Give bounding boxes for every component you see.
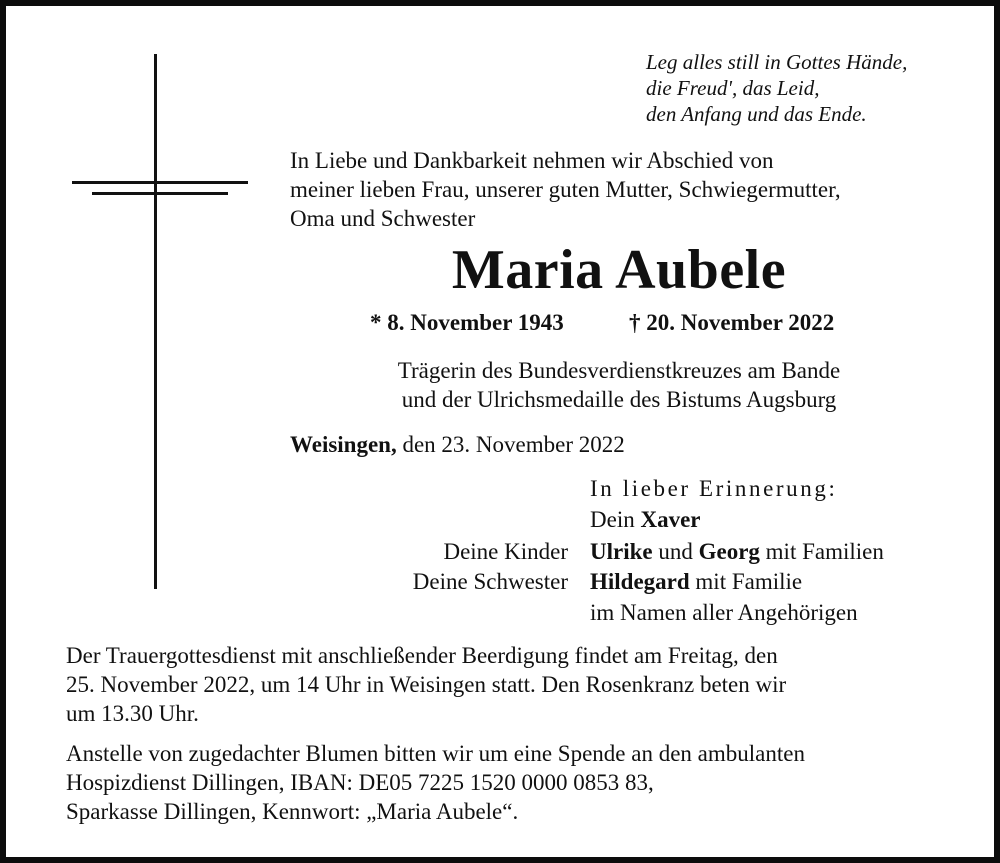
place-name: Weisingen,	[290, 432, 397, 457]
honors-line: Trägerin des Bundesverdienstkreuzes am Bande	[397, 358, 841, 383]
intro-line: meiner lieben Frau, unserer guten Mutter, Schwiegermutter,	[290, 177, 841, 202]
honors-line: und der Ulrichsmedaille des Bistums Augsburg	[401, 387, 837, 412]
mourner-husband	[590, 505, 701, 534]
death-date: † 20. November 2022	[629, 310, 835, 335]
cross-horizontal-bar-lower	[92, 192, 228, 195]
intro-line: Oma und Schwester	[290, 206, 476, 231]
intro-text	[290, 146, 841, 233]
funeral-line: um 13.30 Uhr.	[66, 701, 199, 726]
funeral-info	[66, 641, 946, 728]
sister-label: Deine Schwester	[412, 569, 568, 594]
funeral-line: 25. November 2022, um 14 Uhr in Weisingen statt. Den Rosenkranz beten wir	[66, 672, 787, 697]
mourner-sister	[590, 567, 802, 596]
honors-text	[346, 356, 892, 414]
notice-date: den 23. November 2022	[396, 432, 625, 457]
husband-name: Xaver	[640, 507, 701, 532]
mourners-heading: In lieber Erinnerung:	[590, 476, 838, 501]
motto-line: die Freud', das Leid,	[646, 76, 820, 100]
footer-notes	[66, 641, 946, 837]
birth-date: * 8. November 1943	[370, 310, 564, 335]
motto-line: Leg alles still in Gottes Hände,	[646, 50, 908, 74]
donation-line: Anstelle von zugedachter Blumen bitten wir um eine Spende an den ambulanten	[66, 741, 805, 766]
mourner-children	[590, 537, 884, 566]
motto-line: den Anfang und das Ende.	[646, 102, 867, 126]
child-name: Georg	[698, 539, 760, 564]
deceased-name: Maria Aubele	[451, 239, 787, 301]
funeral-line: Der Trauergottesdienst mit anschließender Beerdigung findet am Freitag, den	[66, 643, 778, 668]
sister-name: Hildegard	[590, 569, 690, 594]
mourner-others: im Namen aller Angehörigen	[590, 600, 858, 625]
intro-line: In Liebe und Dankbarkeit nehmen wir Abschied von	[290, 148, 774, 173]
donation-info	[66, 739, 946, 826]
motto-verse	[646, 49, 907, 127]
place-and-date	[290, 430, 625, 459]
donation-line: Hospizdienst Dillingen, IBAN: DE05 7225 1520 0000 0853 83,	[66, 770, 654, 795]
cross-horizontal-bar-upper	[72, 181, 248, 184]
sister-suffix: mit Familie	[689, 569, 803, 594]
conjunction: und	[652, 539, 699, 564]
children-suffix: mit Familien	[759, 539, 884, 564]
donation-line: Sparkasse Dillingen, Kennwort: „Maria Aubele“.	[66, 799, 519, 824]
child-name: Ulrike	[590, 539, 653, 564]
cross-vertical-bar	[154, 54, 157, 589]
husband-prefix: Dein	[590, 507, 641, 532]
children-label: Deine Kinder	[443, 539, 568, 564]
